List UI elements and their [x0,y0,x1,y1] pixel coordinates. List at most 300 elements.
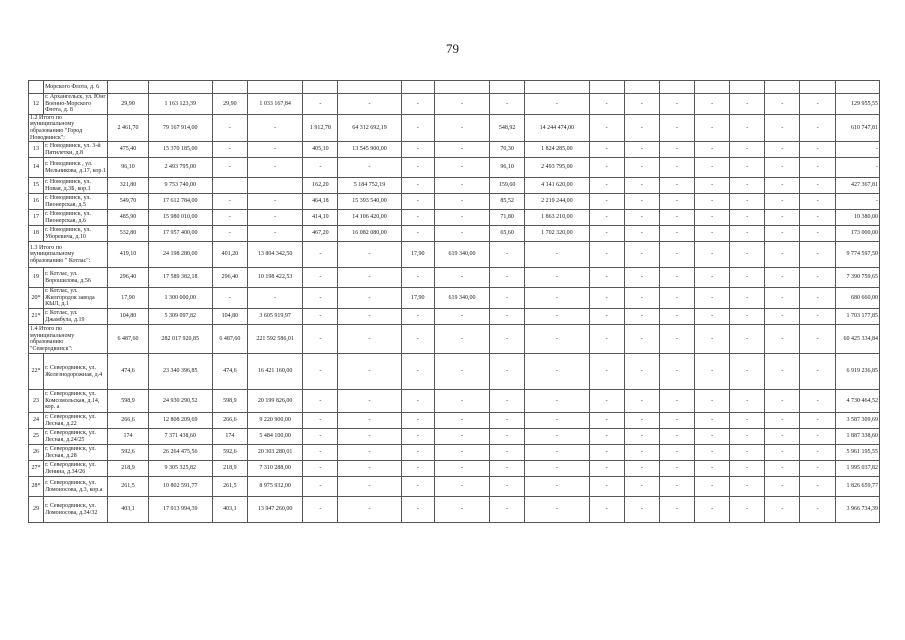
value-cell: - [525,309,589,325]
total-cost-cell: 60 425 334,84 [835,325,879,354]
table-row [29,309,880,325]
value-cell: - [525,94,589,115]
value-cell: 548,92 [490,114,525,141]
value-cell: - [525,461,589,477]
value-cell: - [695,226,730,242]
subtotal-title: 1.4 Итого по муниципальному образованию "Северодвинск": [29,325,108,354]
table-row [29,268,880,288]
value-cell: 14 106 420,00 [338,210,401,226]
subtotal-row [29,242,880,268]
row-number: 12 [29,94,44,115]
table-row [29,477,880,497]
value-cell: - [338,94,401,115]
row-number: 24 [29,413,44,429]
value-cell: - [800,461,835,477]
value-cell: - [303,390,338,413]
value-cell: - [401,325,434,354]
row-number: 28* [29,477,44,497]
row-number: 25 [29,429,44,445]
value-cell: - [659,178,694,194]
value-cell: 8 975 932,00 [248,477,303,497]
address-cell: г. Северодвинск, ул. Ломоносова, д.34/32 [44,497,108,523]
table-row [29,178,880,194]
value-cell: 14 244 474,00 [525,114,589,141]
value-cell: - [589,354,624,390]
address-cell: г. Северодвинск, ул. Ломоносова, д.3, кор.а [44,477,108,497]
value-cell: 174 [212,429,247,445]
total-cost-cell: 427 367,81 [835,178,879,194]
value-cell: - [303,413,338,429]
value-cell: - [434,325,489,354]
value-cell: - [800,429,835,445]
value-cell: - [589,114,624,141]
value-cell: - [765,194,800,210]
value-cell: - [490,288,525,309]
value-cell: - [401,497,434,523]
resettlement-table [28,80,880,523]
value-cell: 403,1 [212,497,247,523]
value-cell: - [338,309,401,325]
value-cell: 2 493 795,00 [148,158,212,178]
value-cell [434,81,489,94]
value-cell: - [589,429,624,445]
value-cell: - [525,413,589,429]
value-cell: - [401,429,434,445]
total-cost-cell: 9 774 597,50 [835,242,879,268]
value-cell: - [338,477,401,497]
value-cell: - [401,94,434,115]
value-cell: - [212,288,247,309]
value-cell: - [659,497,694,523]
value-cell: - [800,114,835,141]
value-cell: - [765,142,800,158]
value-cell: 9 753 740,00 [148,178,212,194]
value-cell: - [624,178,659,194]
address-cell: г. Северодвинск, ул. Комсомольская, д.14, кор. а [44,390,108,413]
value-cell: - [589,461,624,477]
row-number: 27* [29,461,44,477]
value-cell: - [730,288,765,309]
value-cell: - [800,390,835,413]
value-cell: 15 370 185,00 [148,142,212,158]
value-cell: - [624,288,659,309]
value-cell: - [434,390,489,413]
address-cell: г. Северодвинск, ул. Лесная, д.28 [44,445,108,461]
value-cell [248,81,303,94]
row-number: 17 [29,210,44,226]
value-cell: - [730,461,765,477]
address-cell: г. Новодвинск, ул. 3-й Пятилетки, д.8 [44,142,108,158]
value-cell: 10 802 591,77 [148,477,212,497]
value-cell: - [624,461,659,477]
value-cell: - [624,325,659,354]
value-cell: - [695,309,730,325]
value-cell: 474,6 [108,354,148,390]
value-cell: - [401,268,434,288]
value-cell: - [303,429,338,445]
value-cell: - [765,354,800,390]
value-cell: 619 340,00 [434,288,489,309]
value-cell: - [765,226,800,242]
value-cell: - [730,226,765,242]
value-cell: 96,10 [490,158,525,178]
value-cell: - [765,268,800,288]
value-cell: - [434,114,489,141]
value-cell: 1 702 320,00 [525,226,589,242]
value-cell: - [401,158,434,178]
row-number: 15 [29,178,44,194]
value-cell: - [338,497,401,523]
value-cell: 592,6 [108,445,148,461]
value-cell: - [401,354,434,390]
value-cell: 401,20 [212,242,247,268]
address-cell: г. Северодвинск, ул. Железнодорожная, д.4 [44,354,108,390]
value-cell: - [800,477,835,497]
value-cell: - [525,429,589,445]
value-cell: - [800,194,835,210]
value-cell: - [659,210,694,226]
value-cell: 174 [108,429,148,445]
value-cell: - [401,390,434,413]
value-cell: - [624,142,659,158]
row-number: 23 [29,390,44,413]
table-row [29,210,880,226]
value-cell [108,81,148,94]
value-cell: - [765,210,800,226]
value-cell: - [730,477,765,497]
table-row [29,429,880,445]
value-cell: - [248,288,303,309]
value-cell: - [695,178,730,194]
value-cell: - [800,288,835,309]
value-cell: - [490,497,525,523]
row-number [29,81,44,94]
value-cell: 7 371 438,60 [148,429,212,445]
total-cost-cell: 4 730 464,52 [835,390,879,413]
value-cell: - [338,445,401,461]
value-cell: - [589,288,624,309]
value-cell: 485,90 [108,210,148,226]
value-cell: - [800,309,835,325]
value-cell: - [303,309,338,325]
value-cell: - [434,309,489,325]
value-cell: - [800,94,835,115]
value-cell: - [303,497,338,523]
row-number: 29 [29,497,44,523]
value-cell: - [589,158,624,178]
value-cell: - [765,242,800,268]
total-cost-cell: 7 390 759,65 [835,268,879,288]
value-cell: - [490,309,525,325]
value-cell: - [525,477,589,497]
value-cell: - [730,497,765,523]
address-cell: г. Северодвинск, ул. Лесная, д.24/25 [44,429,108,445]
value-cell: - [589,226,624,242]
value-cell: - [800,268,835,288]
value-cell: 405,10 [303,142,338,158]
value-cell: 16 082 080,00 [338,226,401,242]
value-cell: - [248,114,303,141]
value-cell: - [695,194,730,210]
value-cell: - [589,477,624,497]
value-cell: - [248,226,303,242]
value-cell: - [730,194,765,210]
total-cost-cell: 1 887 338,60 [835,429,879,445]
row-number: 26 [29,445,44,461]
value-cell: - [401,142,434,158]
value-cell: - [248,194,303,210]
value-cell: - [730,158,765,178]
value-cell: 296,40 [212,268,247,288]
value-cell [730,81,765,94]
value-cell: - [434,194,489,210]
value-cell: - [659,114,694,141]
value-cell: - [730,210,765,226]
value-cell: - [695,268,730,288]
value-cell: - [659,325,694,354]
value-cell: 1 300 000,00 [148,288,212,309]
value-cell: 29,90 [108,94,148,115]
value-cell: - [800,210,835,226]
value-cell: - [730,354,765,390]
value-cell: - [401,210,434,226]
value-cell: - [589,94,624,115]
value-cell: - [695,158,730,178]
value-cell: 17 589 382,18 [148,268,212,288]
table-row [29,390,880,413]
value-cell: - [401,445,434,461]
value-cell: - [624,158,659,178]
value-cell: - [212,142,247,158]
value-cell: - [434,178,489,194]
value-cell: 282 017 920,85 [148,325,212,354]
total-cost-cell: 610 747,81 [835,114,879,141]
total-cost-cell: 3 587 309,69 [835,413,879,429]
value-cell: - [212,158,247,178]
value-cell: - [730,142,765,158]
row-number: 13 [29,142,44,158]
subtotal-row [29,325,880,354]
value-cell: 598,9 [108,390,148,413]
value-cell: - [434,413,489,429]
value-cell: - [490,477,525,497]
row-number: 19 [29,268,44,288]
value-cell: - [589,178,624,194]
value-cell: 104,80 [108,309,148,325]
value-cell [212,81,247,94]
table-row [29,81,880,94]
value-cell: - [624,194,659,210]
value-cell: 17,90 [401,288,434,309]
value-cell: - [525,390,589,413]
value-cell: - [338,354,401,390]
value-cell: 17 913 994,39 [148,497,212,523]
value-cell: 15 393 540,00 [338,194,401,210]
value-cell: - [730,325,765,354]
value-cell: - [695,142,730,158]
value-cell: - [624,390,659,413]
value-cell: - [695,429,730,445]
value-cell: 3 605 919,97 [248,309,303,325]
value-cell: 29,90 [212,94,247,115]
value-cell: - [490,242,525,268]
value-cell: - [695,325,730,354]
value-cell: 592,6 [212,445,247,461]
value-cell: - [800,226,835,242]
value-cell: - [490,461,525,477]
value-cell: - [765,477,800,497]
value-cell: 15 980 010,00 [148,210,212,226]
value-cell: - [525,288,589,309]
value-cell: 16 421 160,00 [248,354,303,390]
value-cell: 7 310 288,00 [248,461,303,477]
value-cell: 20 199 826,00 [248,390,303,413]
address-cell: г. Новодвинск , ул. Мельникова, д.17, кор.1 [44,158,108,178]
table-row [29,142,880,158]
value-cell: 2 461,70 [108,114,148,141]
value-cell: - [525,242,589,268]
value-cell: - [434,461,489,477]
total-cost-cell: 1 995 037,82 [835,461,879,477]
value-cell [248,178,303,194]
value-cell: - [303,354,338,390]
value-cell: 159,60 [490,178,525,194]
value-cell: - [659,142,694,158]
table-row [29,497,880,523]
value-cell: - [434,268,489,288]
value-cell: - [401,413,434,429]
value-cell: - [490,94,525,115]
value-cell: 296,40 [108,268,148,288]
address-cell: г. Котлас, ул. Ворошилова, д.56 [44,268,108,288]
value-cell: - [659,354,694,390]
value-cell: 9 220 900,00 [248,413,303,429]
value-cell: 9 305 325,82 [148,461,212,477]
value-cell [800,81,835,94]
table-row [29,288,880,309]
value-cell: - [800,178,835,194]
value-cell: 64 312 692,19 [338,114,401,141]
value-cell: - [765,94,800,115]
table-row [29,445,880,461]
value-cell: - [434,210,489,226]
value-cell: - [303,477,338,497]
value-cell: - [624,114,659,141]
value-cell: 5 184 752,19 [338,178,401,194]
subtotal-title: 1.3 Итого по муниципальному образованию " Котлас": [29,242,108,268]
value-cell: - [695,94,730,115]
value-cell: 1 033 167,84 [248,94,303,115]
value-cell: - [212,194,247,210]
value-cell: - [800,445,835,461]
table-row [29,194,880,210]
value-cell: - [659,242,694,268]
value-cell: - [490,413,525,429]
value-cell: 414,10 [303,210,338,226]
value-cell: 20 303 280,01 [248,445,303,461]
value-cell: - [695,445,730,461]
value-cell: - [212,226,247,242]
value-cell: - [338,429,401,445]
value-cell: - [248,158,303,178]
value-cell: - [624,477,659,497]
value-cell: 162,20 [303,178,338,194]
table-row [29,94,880,115]
value-cell: - [659,288,694,309]
value-cell: - [338,158,401,178]
value-cell: - [659,158,694,178]
total-cost-cell: - [835,158,879,178]
value-cell: 96,10 [108,158,148,178]
value-cell: - [624,268,659,288]
value-cell: - [338,461,401,477]
value-cell: - [765,158,800,178]
value-cell: - [624,94,659,115]
value-cell: - [659,445,694,461]
value-cell: - [434,158,489,178]
value-cell: - [695,288,730,309]
value-cell: - [730,445,765,461]
value-cell: - [695,242,730,268]
value-cell: 1 824 285,00 [525,142,589,158]
address-cell: г. Новодвинск, ул. Пионерская, д.5 [44,194,108,210]
value-cell: 17 612 784,00 [148,194,212,210]
value-cell: - [490,390,525,413]
value-cell: 2 493 795,00 [525,158,589,178]
value-cell: 549,70 [108,194,148,210]
row-number: 14 [29,158,44,178]
value-cell: 464,18 [303,194,338,210]
value-cell: 419,10 [108,242,148,268]
address-cell: г. Северодвинск, ул. Лесная, д.22 [44,413,108,429]
total-cost-cell: - [835,142,879,158]
subtotal-title: 1.2 Итого по муниципальному образованию "Город Новодвинск": [29,114,108,141]
value-cell: 474,6 [212,354,247,390]
value-cell: - [434,142,489,158]
value-cell: - [695,413,730,429]
address-cell: г. Новодвинск, ул. Пионерская, д.6 [44,210,108,226]
value-cell: - [490,268,525,288]
value-cell [659,81,694,94]
value-cell: - [303,445,338,461]
value-cell: - [589,325,624,354]
value-cell: - [303,158,338,178]
value-cell: 10 198 422,53 [248,268,303,288]
value-cell: - [800,142,835,158]
value-cell: - [434,477,489,497]
total-cost-cell: - [835,194,879,210]
value-cell: 5 309 097,82 [148,309,212,325]
value-cell [624,81,659,94]
page-number: 79 [446,41,459,56]
table-row [29,413,880,429]
address-cell: г. Северодвинск, ул. Ленина, д.34/26 [44,461,108,477]
value-cell: - [525,445,589,461]
subtotal-row [29,114,880,141]
value-cell: - [624,226,659,242]
value-cell: 218,9 [108,461,148,477]
value-cell: - [624,445,659,461]
value-cell: - [338,390,401,413]
value-cell: 5 484 100,00 [248,429,303,445]
value-cell [303,81,338,94]
address-cell: г. Архангельск, ул. Юнг Военно-Морского Флота, д. 8 [45,94,106,114]
value-cell: - [434,94,489,115]
value-cell: - [765,178,800,194]
value-cell: - [338,413,401,429]
value-cell: 467,20 [303,226,338,242]
value-cell [490,81,525,94]
